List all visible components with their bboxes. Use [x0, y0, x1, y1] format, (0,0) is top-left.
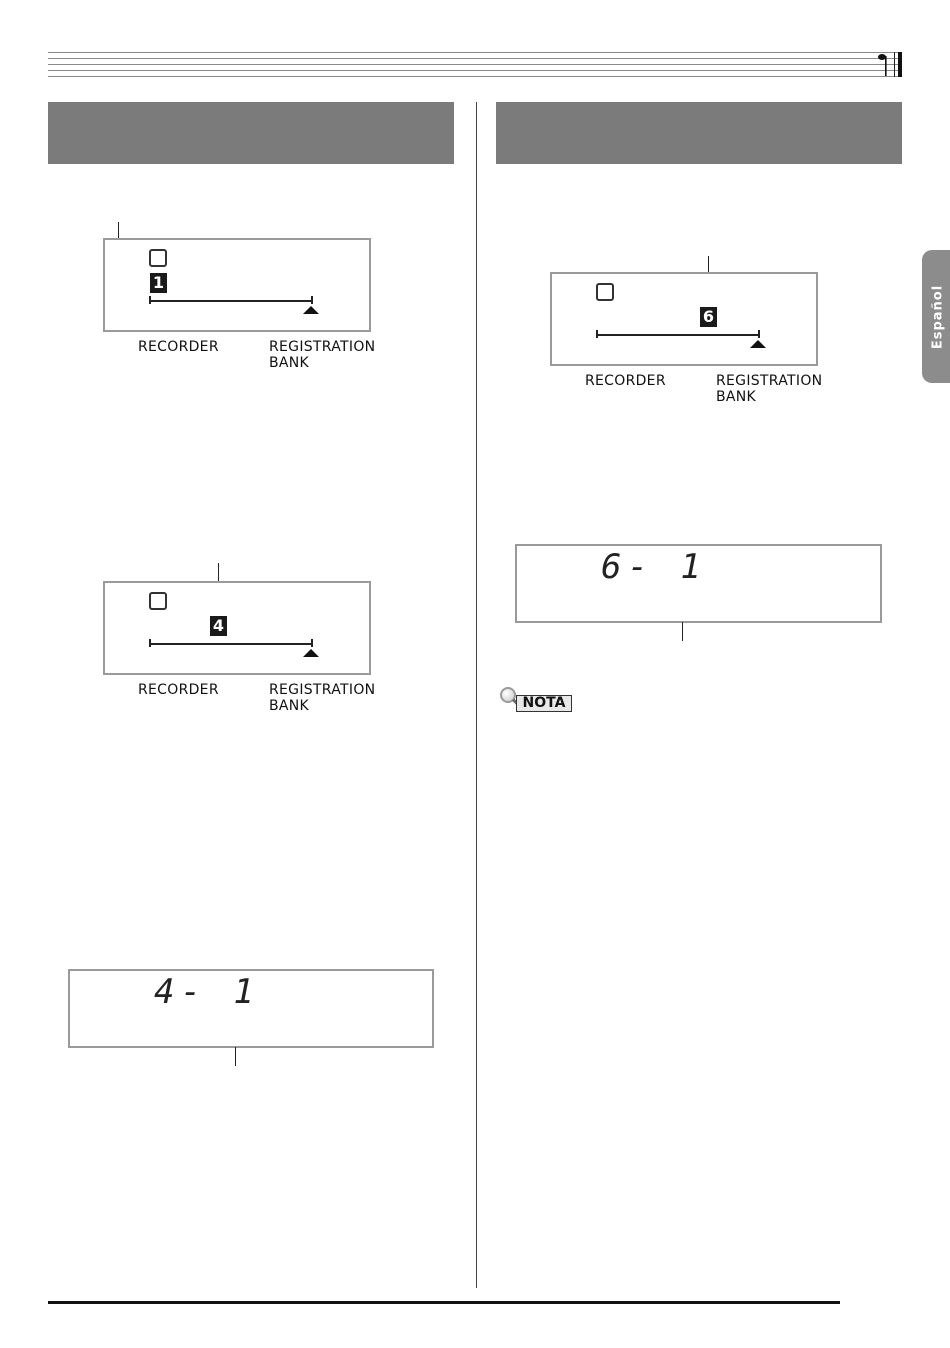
indicator-triangle-icon — [303, 649, 319, 657]
indicator-triangle-icon — [303, 306, 319, 314]
footer-rule — [48, 1301, 840, 1304]
registration-label: REGISTRATION — [269, 339, 376, 355]
bank-number: 1 — [150, 273, 167, 293]
bank-number: 4 — [210, 616, 227, 636]
column-divider — [476, 102, 477, 1288]
bank-number: 6 — [700, 307, 717, 327]
bank-label: BANK — [716, 389, 757, 405]
recorder-label: RECORDER — [138, 682, 219, 698]
music-note-icon — [876, 50, 890, 78]
registration-label: REGISTRATION — [269, 682, 376, 698]
nota-label: NOTA — [522, 695, 566, 711]
bank-label: BANK — [269, 355, 310, 371]
registration-label: REGISTRATION — [716, 373, 823, 389]
indicator-triangle-icon — [750, 340, 766, 348]
lcd-indicator-square — [149, 249, 167, 267]
recorder-label: RECORDER — [585, 373, 666, 389]
section-header-left — [48, 102, 454, 164]
lcd-indicator-square — [596, 283, 614, 301]
nota-badge — [498, 687, 574, 713]
lcd-indicator-square — [149, 592, 167, 610]
language-tab-label: Español — [930, 284, 946, 349]
language-tab — [922, 250, 950, 383]
bank-label: BANK — [269, 698, 310, 714]
segment-readout: 6- 1 — [601, 547, 707, 587]
recorder-label: RECORDER — [138, 339, 219, 355]
section-header-right — [496, 102, 902, 164]
segment-readout: 4- 1 — [154, 972, 260, 1012]
